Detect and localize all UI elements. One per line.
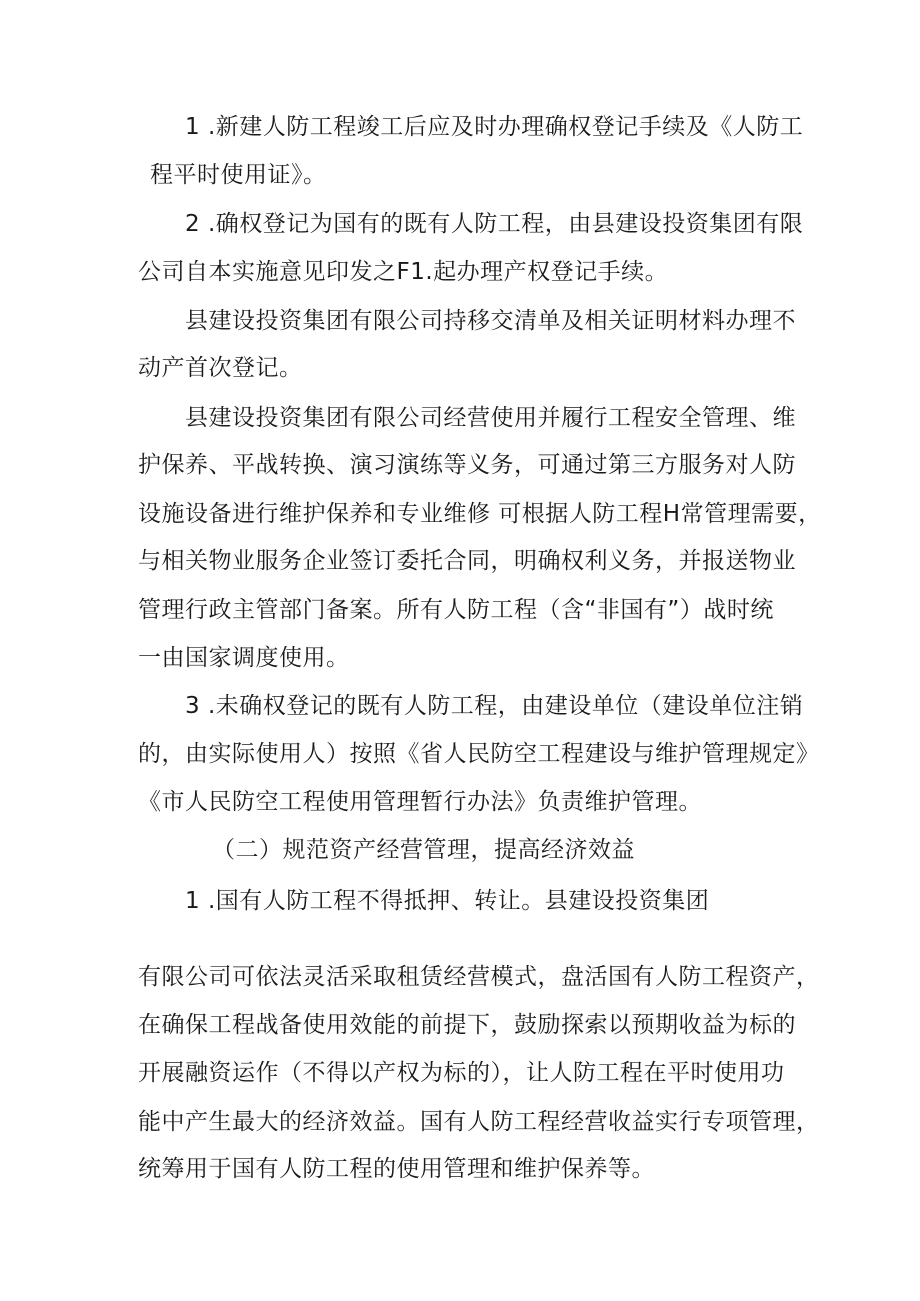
text-line-12: 一由国家调度使用。 (138, 645, 350, 671)
text-line-21: 能中产生最大的经济效益。国有人防工程经营收益实行专项管理， (138, 1109, 820, 1135)
text-line-11: 管理行政主管部门备案。所有人防工程（含“非国有”）战时统 (138, 597, 774, 623)
text-line-13: 3 .未确权登记的既有人防工程，由建设单位（建设单位注销 (185, 693, 804, 719)
text-line-17: 1 .国有人防工程不得抵押、转让。县建设投资集团 (185, 888, 710, 914)
text-line-3: 2 .确权登记为国有的既有人防工程，由县建设投资集团有限 (185, 211, 804, 237)
text-line-5: 县建设投资集团有限公司持移交清单及相关证明材料办理不 (185, 308, 796, 334)
text-line-4: 公司自本实施意见印发之F1.起办理产权登记手续。 (138, 259, 669, 285)
text-line-19: 在确保工程战备使用效能的前提下，鼓励探索以预期收益为标的 (138, 1012, 796, 1038)
text-line-9: 设施设备进行维护保养和专业维修 可根据人防工程H常管理需要， (138, 501, 822, 527)
text-line-10: 与相关物业服务企业签订委托合同，明确权利义务，并报送物业 (138, 548, 796, 574)
text-line-22: 统筹用于国有人防工程的使用管理和维护保养等。 (138, 1156, 655, 1182)
text-line-14: 的，由实际使用人）按照《省人民防空工程建设与维护管理规定》 (138, 741, 820, 767)
text-line-15: 《市人民防空工程使用管理暂行办法》负责维护管理。 (138, 789, 702, 815)
text-line-18: 有限公司可依法灵活采取租赁经营模式，盘活国有人防工程资产， (138, 964, 820, 990)
text-line-7: 县建设投资集团有限公司经营使用并履行工程安全管理、维 (185, 405, 796, 431)
text-line-8: 护保养、平战转换、演习演练等义务，可通过第三方服务对人防 (138, 452, 796, 478)
text-line-6: 动产首次登记。 (138, 355, 303, 381)
text-line-1: 1 .新建人防工程竣工后应及时办理确权登记手续及《人防工 (185, 114, 804, 140)
section-heading: （二）规范资产经营管理，提高经济效益 (212, 837, 635, 863)
text-line-2: 程平时使用证》。 (150, 162, 327, 188)
text-line-20: 开展融资运作（不得以产权为标的），让人防工程在平时使用功 (138, 1060, 785, 1086)
